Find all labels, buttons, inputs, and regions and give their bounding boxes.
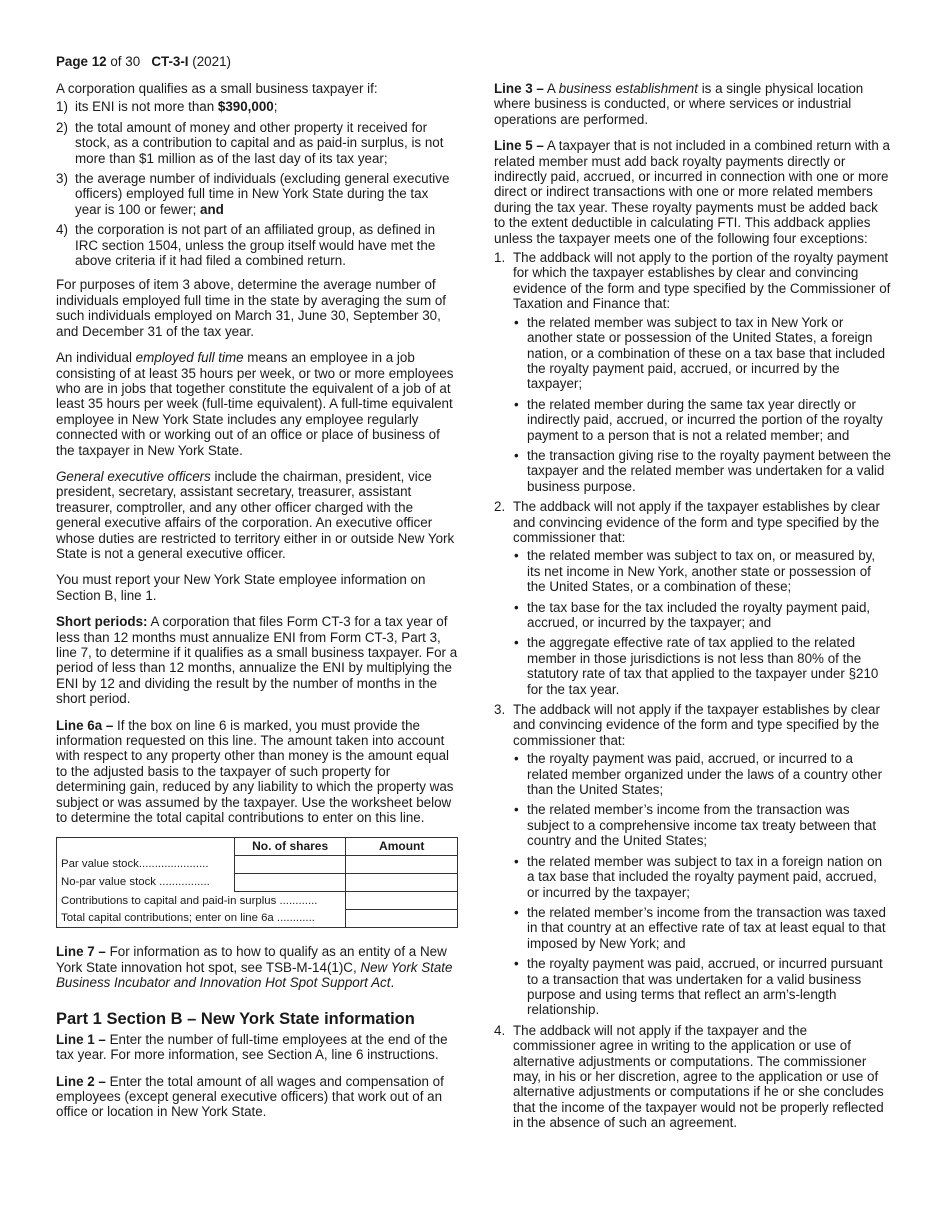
exception-bullets xyxy=(513,751,892,1018)
contributions-amount-field[interactable] xyxy=(346,892,458,910)
bullet-item: • the related member was subject to tax on, or measured by, its net income in New York, another state or possession of the United States, or a combination of these; xyxy=(514,548,876,595)
officers-paragraph: General executive officers include the chairman, president, vice president, secretary, assistant secretary, treasurer, assistant treasurer, comptroller, and any other officer charged with the general executive affairs of the corporation. An executive officer whose duties are restricted to territory either in or outside New York State is not a general executive officer. xyxy=(56,468,455,561)
bullet-item: • the royalty payment was paid, accrued, or incurred to a related member organized under the laws of a country other than the United States; xyxy=(514,751,883,798)
bullet-item: • the related member was subject to tax in New York or another state or possession of the United States, a foreign nation, or a combination of these on a tax base that included the royalty payment paid, accrued, or incurred by the taxpayer; xyxy=(514,314,886,392)
exception-item: 4. The addback will not apply if the taxpayer and the commissioner agree in writing to the application or use of alternative adjustments or computations. The commissioner may, in his or her discretion, agree to the application or use of alternative adjustments or computations if he or she concludes that the income of the taxpayer would not be properly reflected in the absence of such an agreement. xyxy=(494,1022,884,1131)
exception-bullets xyxy=(513,548,892,697)
nopar-amount-field[interactable] xyxy=(346,874,458,892)
line7-paragraph: Line 7 – For information as to how to qualify as an entity of a New York State innovation hot spot, see TSB-M-14(1)C, New York State Business Incubator and Innovation Hot Spot Support Act. xyxy=(56,944,453,991)
capital-worksheet xyxy=(56,837,458,928)
exceptions-list xyxy=(494,250,892,1131)
page-total: of 30 xyxy=(110,54,141,69)
criteria-list xyxy=(56,99,458,268)
page-header xyxy=(56,54,231,69)
section-b-title: Part 1 Section B – New York State information xyxy=(56,1009,415,1028)
bullet-item: • the tax base for the tax included the royalty payment paid, accrued, or incurred by the taxpayer; and xyxy=(514,599,871,630)
bullet-item: • the related member’s income from the transaction was taxed in that country at an effective rate of tax at least equal to that imposed by New York; and xyxy=(514,904,886,951)
exception-item: 3. The addback will not apply if the taxpayer establishes by clear and convincing evidence of the form and type specified by the commissioner that: • the royalty payment was paid, accrued, or incurred to a related member organized under the laws of a country other than the United States; • the related member’s income from the transaction was subject to a comprehensive income tax treaty between that country and the United States; • the related member was subject to tax in a foreign nation on a tax base that included the royalty payment paid, accrued, or incurred by the taxpayer; • the related member’s income from the transaction was taxed in that country at an effective rate of tax at least equal to that imposed by New York; and • the royalty payment was paid, accrued, or incurred pursuant to a transaction that was undertaken for a valid business purpose and using terms that reflect an arm’s-length relationship. xyxy=(494,702,892,1018)
worksheet-corner xyxy=(57,838,235,856)
exception-bullets xyxy=(513,315,892,494)
bullet-item: • the royalty payment was paid, accrued, or incurred pursuant to a transaction that was undertaken for a valid business purpose and using terms that reflect an arm’s-length relationship. xyxy=(514,956,883,1018)
bullet-item: • the transaction giving rise to the royalty payment between the taxpayer and the related member was undertaken for a valid business purpose. xyxy=(514,447,891,494)
exception-item: 1. The addback will not apply to the portion of the royalty payment for which the taxpayer establishes by clear and convincing evidence of the form and type specified by the Commissioner of Taxation and Finance that: • the related member was subject to tax in New York or another state or possession of the United States, a foreign nation, or a combination of these on a tax base that included the royalty payment paid, accrued, or incurred by the taxpayer; • the related member during the same tax year directly or indirectly paid, accrued, or incurred the portion of the royalty payment to a person that is not a related member; and • the transaction giving rise to the royalty payment between the taxpayer and the related member was undertaken for a valid business purpose. xyxy=(494,250,891,494)
line6a-paragraph: Line 6a – If the box on line 6 is marked, you must provide the information requested on this line. The amount taken into account with respect to any property other than money is the amount equal to the adjusted basis to the taxpayer of such property for determining gain, reduced by any liability to which the property was subject or was assumed by the taxpayer. Use the worksheet below to determine the total capital contributions to enter on this line. xyxy=(56,717,454,826)
worksheet-row: Par value stock...................... xyxy=(57,856,458,874)
intro-text: A corporation qualifies as a small business taxpayer if: xyxy=(56,81,378,96)
criteria-item: 1) its ENI is not more than $390,000; xyxy=(56,99,278,115)
line5-paragraph: Line 5 – A taxpayer that is not included in a combined return with a related member must add back royalty payments directly or indirectly paid, accrued, or incurred in connection with one or more direct or indirect transactions with one or more related members during the tax year. These royalty payments must be added back to the extent deductible in calculating FTI. This addback applies unless the taxpayer meets one of the following four exceptions: xyxy=(494,138,891,246)
left-column xyxy=(56,81,458,1131)
total-amount-field[interactable] xyxy=(346,910,458,928)
bullet-item: • the related member during the same tax year directly or indirectly paid, accrued, or incurred the portion of the royalty payment to a person that is not a related member; and xyxy=(514,396,883,443)
bullet-item: • the related member was subject to tax in a foreign nation on a tax base that included the royalty payment paid, accrued, or incurred by the taxpayer; xyxy=(514,853,883,900)
item3-paragraph: For purposes of item 3 above, determine the average number of individuals employed full time in the state by averaging the sum of such individuals employed on March 31, June 30, September 30, and December 31 of the tax year. xyxy=(56,277,447,339)
fulltime-paragraph: An individual employed full time means an employee in a job consisting of at least 35 hours per week, or two or more employees who are in jobs that together constitute the equivalent of a job of at least 35 hours per week (full-time equivalent). A full-time equivalent employee in New York State includes any employee regularly connected with or working out of an office or place of business of the taxpayer in New York State. xyxy=(56,350,454,458)
line3-paragraph: Line 3 – A business establishment is a single physical location where business is conducted, or where services or industrial operations are performed. xyxy=(494,81,864,127)
short-periods-paragraph: Short periods: A corporation that files Form CT-3 for a tax year of less than 12 months must annualize ENI from Form CT-3, Part 3, line 7, to determine if it qualifies as a small business taxpayer. For a period of less than 12 months, annualize the ENI by multiplying the ENI by 12 and dividing the result by the number of months in the short period. xyxy=(56,614,458,707)
right-column xyxy=(494,81,892,1142)
par-amount-field[interactable] xyxy=(346,856,458,874)
form-number: CT-3-I xyxy=(151,54,189,69)
criteria-item: 2) the total amount of money and other property it received for stock, as a contribution to capital and as paid-in surplus, is not more than $1 million as of the last day of its tax year; xyxy=(56,119,444,166)
worksheet-row: Contributions to capital and paid-in surplus ............ xyxy=(57,892,458,910)
bullet-item: • the aggregate effective rate of tax applied to the related member in those jurisdictions is not less than 80% of the statutory rate of tax that applied to the taxpayer under §210 for the tax year. xyxy=(514,635,879,697)
form-year: (2021) xyxy=(192,54,231,69)
worksheet-row: No-par value stock ................ xyxy=(57,874,458,892)
line1-paragraph: Line 1 – Enter the number of full-time employees at the end of the tax year. For more information, see Section A, line 6 instructions. xyxy=(56,1031,448,1063)
col-amount-header: Amount xyxy=(346,838,458,856)
criteria-item: 4) the corporation is not part of an affiliated group, as defined in IRC section 1504, unless the group itself would have met the above criteria if it had filed a combined return. xyxy=(56,222,436,269)
exception-item: 2. The addback will not apply if the taxpayer establishes by clear and convincing evidence of the form and type specified by the commissioner that: • the related member was subject to tax on, or measured by, its net income in New York, another state or possession of the United States, or a combination of these; • the tax base for the tax included the royalty payment paid, accrued, or incurred by the taxpayer; and • the aggregate effective rate of tax applied to the related member in those jurisdictions is not less than 80% of the statutory rate of tax that applied to the taxpayer under §210 for the tax year. xyxy=(494,499,892,697)
nopar-shares-field[interactable] xyxy=(234,874,346,892)
bullet-item: • the related member’s income from the transaction was subject to a comprehensive income tax treaty between that country and the United States; xyxy=(514,802,877,849)
report-paragraph: You must report your New York State employee information on Section B, line 1. xyxy=(56,572,426,603)
page-number: Page 12 xyxy=(56,54,107,69)
criteria-item: 3) the average number of individuals (excluding general executive officers) employed full time in New York State during the tax year is 100 or fewer; and xyxy=(56,171,450,217)
col-shares-header: No. of shares xyxy=(234,838,346,856)
worksheet-row: Total capital contributions; enter on line 6a ............ xyxy=(57,910,458,928)
par-shares-field[interactable] xyxy=(234,856,346,874)
line2-paragraph: Line 2 – Enter the total amount of all wages and compensation of employees (except general executive officers) that work out of an office or location in New York State. xyxy=(56,1073,444,1120)
